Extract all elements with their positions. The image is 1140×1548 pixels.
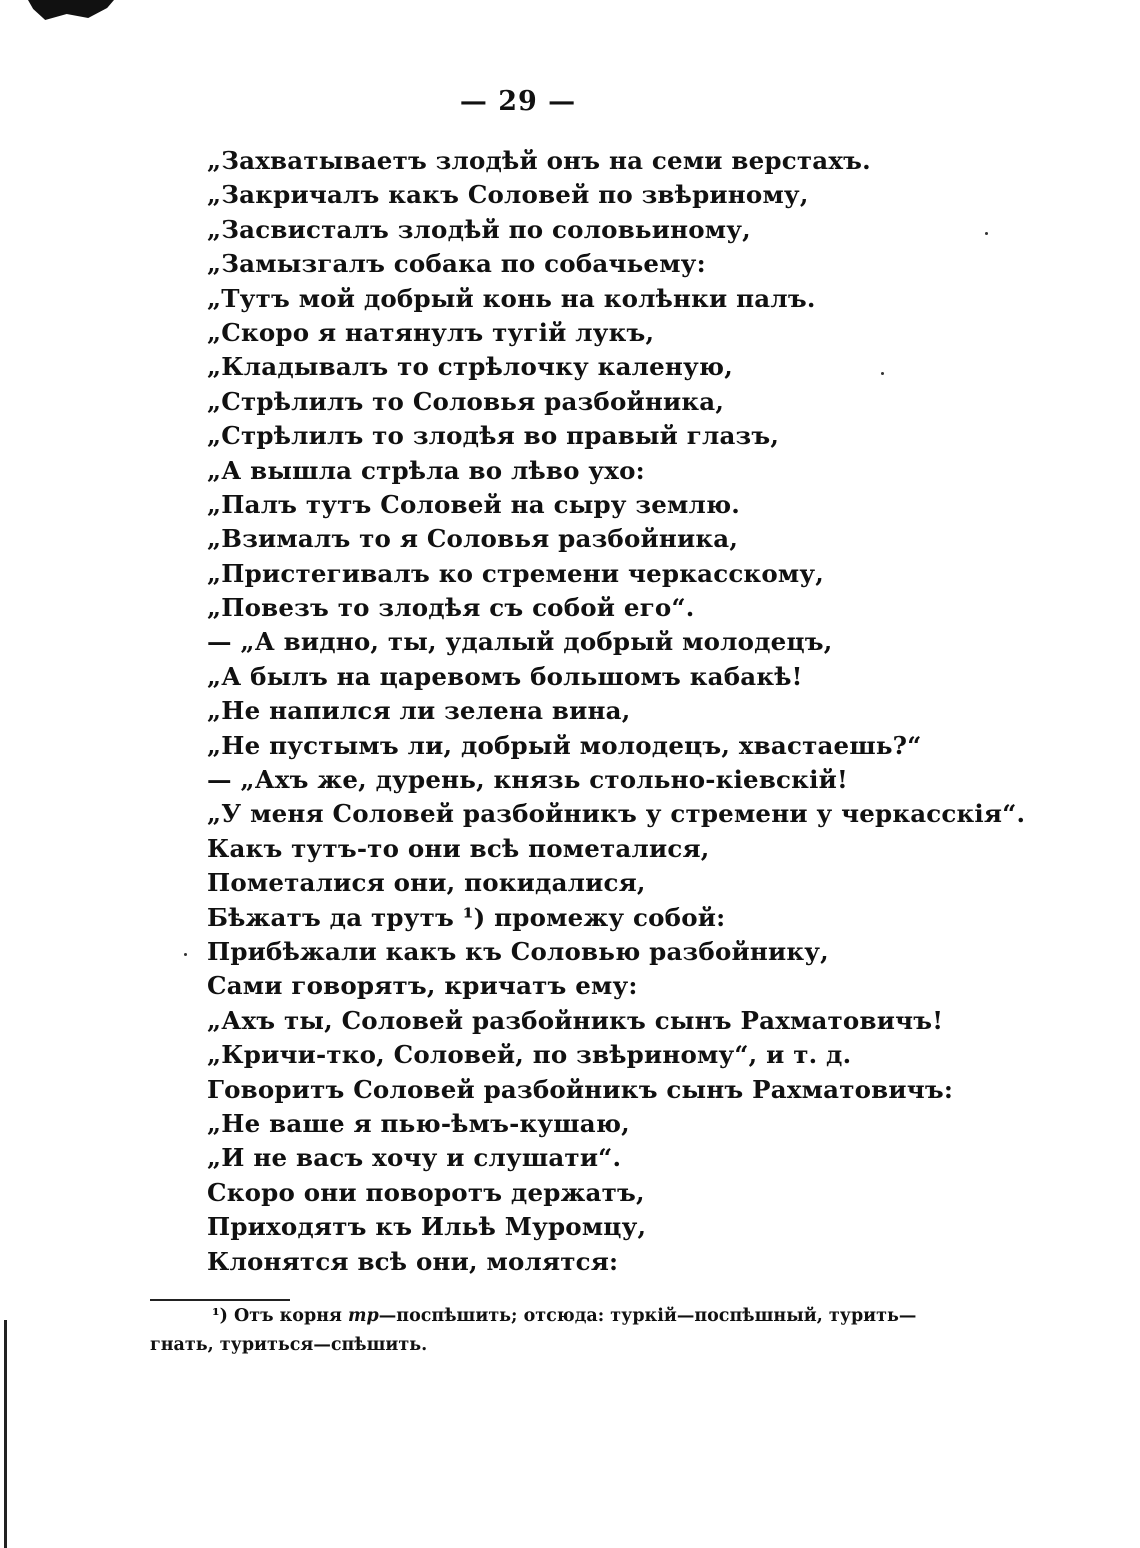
- verse-line: „А вышла стрѣла во лѣво ухо:: [207, 455, 645, 485]
- verse-line: „А былъ на царевомъ большомъ кабакѣ!: [207, 661, 803, 691]
- verse-line: Скоро они поворотъ держатъ,: [207, 1177, 645, 1207]
- verse-line: „Не пустымъ ли, добрый молодецъ, хвастаешь?“: [207, 730, 922, 760]
- verse-line: Какъ тутъ-то они всѣ пометалися,: [207, 833, 710, 863]
- footnote: [150, 1302, 950, 1360]
- footnote-text-after: —поспѣшить; отсюда: туркій—поспѣшный, турить—: [378, 1306, 917, 1326]
- verse-line: „Кладывалъ то стрѣлочку каленую,: [207, 352, 733, 382]
- verse-line: „У меня Соловей разбойникъ у стремени у черкасскія“.: [207, 799, 1026, 829]
- verse-line: Клонятся всѣ они, молятся:: [207, 1246, 619, 1276]
- verse-line: Приходятъ къ Ильѣ Муромцу,: [207, 1212, 647, 1242]
- verse-line: „И не васъ хочу и слушати“.: [207, 1143, 622, 1173]
- verse-line: — „Ахъ же, дурень, князь стольно-кіевскій!: [207, 765, 848, 795]
- verse-text: [207, 144, 1026, 1279]
- verse-line: „Захватываетъ злодѣй онъ на семи верстахъ.: [207, 146, 871, 175]
- verse-line: Пометалися они, покидалися,: [207, 868, 646, 898]
- verse-line: Сами говорятъ, кричатъ ему:: [207, 971, 638, 1001]
- verse-line: „Скоро я натянулъ тугій лукъ,: [207, 317, 655, 347]
- verse-line: „Пристегивалъ ко стремени черкасскому,: [207, 558, 824, 588]
- verse-line: „Закричалъ какъ Соловей по звѣриному,: [207, 180, 809, 210]
- verse-line: „Не ваше я пью-ѣмъ-кушаю,: [207, 1108, 630, 1138]
- footnote-divider: [150, 1299, 290, 1301]
- verse-line: „Засвисталъ злодѣй по соловьиному,: [207, 214, 751, 244]
- verse-line: „Палъ тутъ Соловей на сыру землю.: [207, 489, 741, 519]
- verse-line: Прибѣжали какъ къ Соловью разбойнику,: [207, 936, 829, 966]
- verse-line: Бѣжатъ да трутъ ¹) промежу собой:: [207, 902, 726, 932]
- scan-artifact-topleft: [28, 0, 114, 20]
- verse-line: „Кричи-тко, Соловей, по звѣриному“, и т. д.: [207, 1040, 852, 1070]
- verse-line: „Взималъ то я Соловья разбойника,: [207, 524, 739, 554]
- footnote-line-1: [150, 1302, 950, 1331]
- page-number: — 29 —: [459, 86, 577, 117]
- scan-artifact-left-edge: [4, 1320, 7, 1548]
- verse-line: „Тутъ мой добрый конь на колѣнки палъ.: [207, 283, 816, 313]
- scan-speck: [184, 953, 187, 956]
- footnote-text-before: Отъ корня: [234, 1306, 342, 1326]
- footnote-line-2: гнать, туриться—спѣшить.: [150, 1335, 428, 1355]
- verse-line: „Замызгалъ собака по собачьему:: [207, 249, 706, 279]
- verse-line: „Стрѣлилъ то Соловья разбойника,: [207, 386, 725, 416]
- verse-line: „Ахъ ты, Соловей разбойникъ сынъ Рахматовичъ!: [207, 1005, 944, 1035]
- verse-line: — „А видно, ты, удалый добрый молодецъ,: [207, 627, 833, 657]
- footnote-marker: ¹): [212, 1306, 228, 1326]
- verse-line: Говоритъ Соловей разбойникъ сынъ Рахматовичъ:: [207, 1074, 954, 1104]
- footnote-root-word: тр: [348, 1306, 379, 1326]
- verse-line: „Повезъ то злодѣя съ собой его“.: [207, 593, 695, 623]
- verse-line: „Стрѣлилъ то злодѣя во правый глазъ,: [207, 421, 780, 451]
- verse-line: „Не напился ли зелена вина,: [207, 696, 631, 726]
